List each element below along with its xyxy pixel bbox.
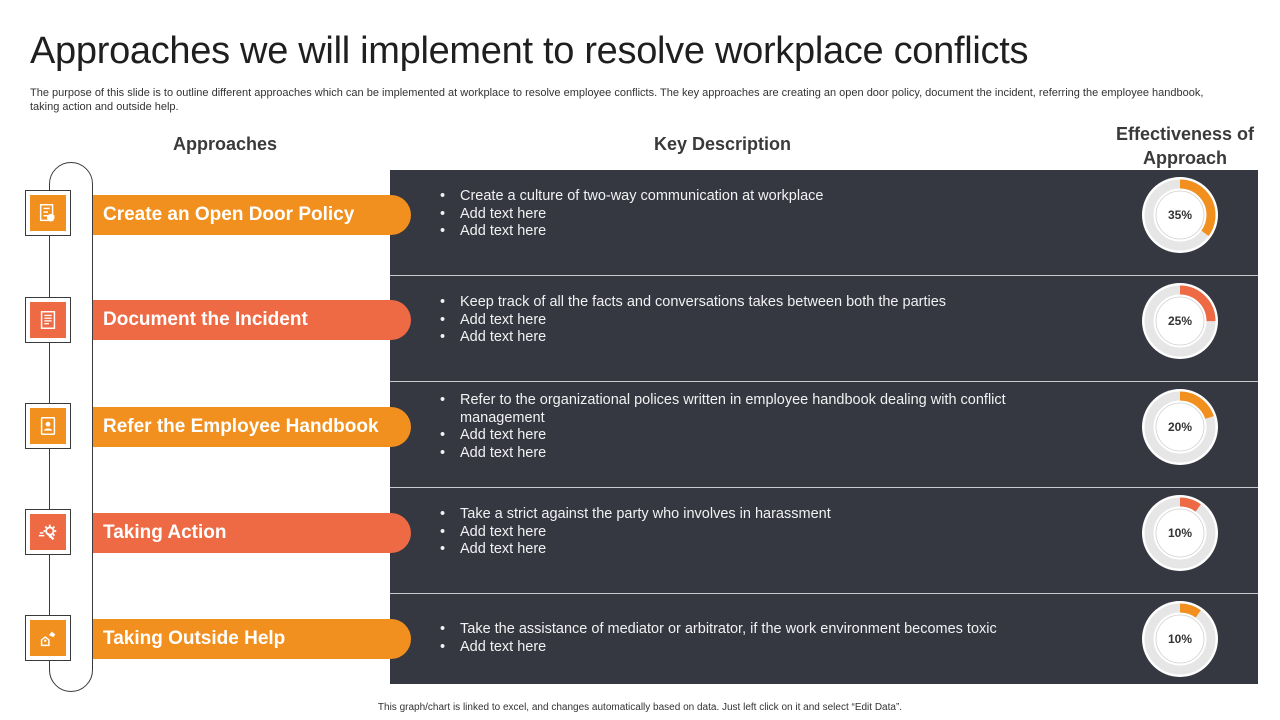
checklist-shield-icon xyxy=(30,195,66,231)
document-icon xyxy=(30,302,66,338)
helping-hand-icon xyxy=(30,620,66,656)
description-item: • Add text here xyxy=(440,445,1020,463)
effectiveness-donut xyxy=(1142,389,1218,465)
approach-label: Create an Open Door Policy xyxy=(93,195,411,235)
effectiveness-percent: 10% xyxy=(1167,526,1193,540)
effectiveness-donut xyxy=(1142,495,1218,571)
effectiveness-percent: 10% xyxy=(1167,632,1193,646)
description-item: • Add text here xyxy=(440,541,1020,559)
approach-icon-box xyxy=(25,190,71,236)
description-item: • Add text here xyxy=(440,329,1020,347)
slide-title: Approaches we will implement to resolve workplace conflicts xyxy=(30,30,1029,72)
description-item: • Take a strict against the party who involves in harassment xyxy=(440,506,1020,524)
description-item: • Add text here xyxy=(440,524,1020,542)
row-divider xyxy=(390,381,1258,382)
description-item: • Keep track of all the facts and conversations takes between both the parties xyxy=(440,294,1020,312)
approach-icon-box xyxy=(25,615,71,661)
description-list xyxy=(440,621,1020,656)
slide-subtitle: The purpose of this slide is to outline different approaches which can be implemented at workplace to resolve employee conflicts. The key approaches are creating an open door policy, document the incident, referring the employee handbook, taking action and outside help. xyxy=(30,87,1204,113)
description-item: • Add text here xyxy=(440,206,1020,224)
effectiveness-percent: 25% xyxy=(1167,314,1193,328)
effectiveness-percent: 20% xyxy=(1167,420,1193,434)
approach-label: Document the Incident xyxy=(93,300,411,340)
effectiveness-donut xyxy=(1142,601,1218,677)
row-divider xyxy=(390,275,1258,276)
key-description-header: Key Description xyxy=(653,134,792,154)
approach-label: Taking Outside Help xyxy=(93,619,411,659)
description-item: • Add text here xyxy=(440,639,1020,657)
description-item: • Add text here xyxy=(440,223,1020,241)
row-divider xyxy=(390,593,1258,594)
description-item: • Take the assistance of mediator or arbitrator, if the work environment becomes toxic xyxy=(440,621,1020,639)
approach-label: Taking Action xyxy=(93,513,411,553)
approach-label: Refer the Employee Handbook xyxy=(93,407,411,447)
description-list xyxy=(440,294,1020,347)
effectiveness-donut xyxy=(1142,283,1218,359)
row-divider xyxy=(390,487,1258,488)
action-gear-icon xyxy=(30,514,66,550)
footnote: This graph/chart is linked to excel, and changes automatically based on data. Just left click on it and select “Edit Data”. xyxy=(377,702,903,713)
description-list xyxy=(440,392,1020,462)
handbook-icon xyxy=(30,408,66,444)
effectiveness-header: Effectiveness of Approach xyxy=(1115,124,1255,168)
description-item: • Create a culture of two-way communication at workplace xyxy=(440,188,1020,206)
description-list xyxy=(440,506,1020,559)
description-item: • Refer to the organizational polices written in employee handbook dealing with conflict management xyxy=(440,392,1020,427)
approach-icon-box xyxy=(25,297,71,343)
approaches-header: Approaches xyxy=(172,134,278,154)
description-list xyxy=(440,188,1020,241)
effectiveness-percent: 35% xyxy=(1167,208,1193,222)
approach-icon-box xyxy=(25,403,71,449)
description-item: • Add text here xyxy=(440,427,1020,445)
approach-icon-box xyxy=(25,509,71,555)
effectiveness-donut xyxy=(1142,177,1218,253)
description-item: • Add text here xyxy=(440,312,1020,330)
